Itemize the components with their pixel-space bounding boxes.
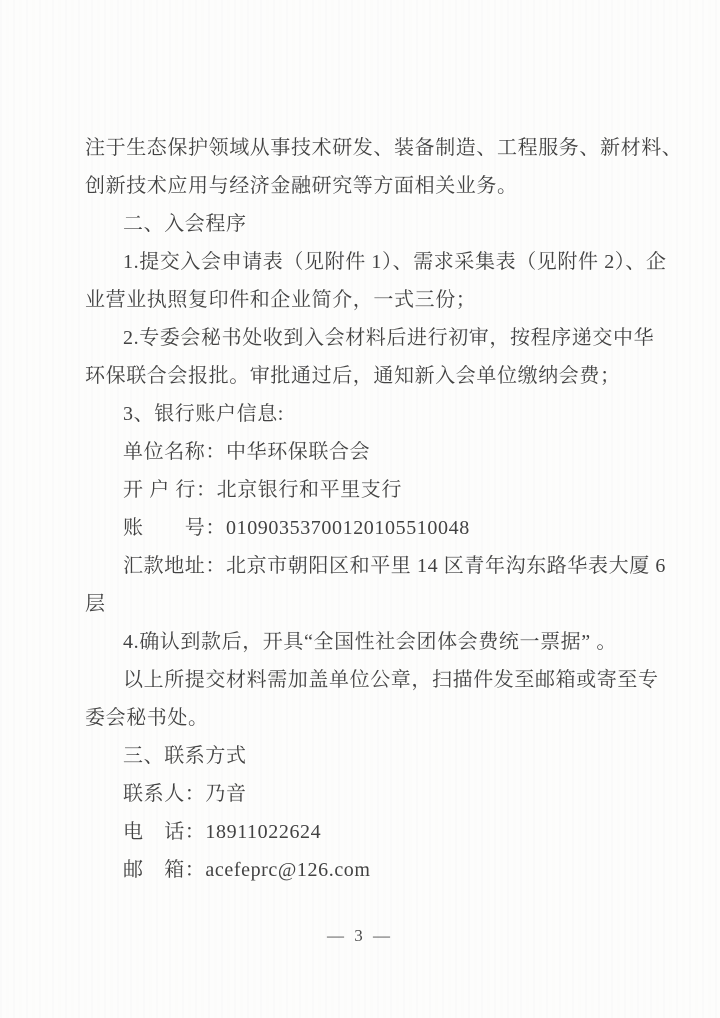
text-line-business-scope-end: 创新技术应用与经济金融研究等方面相关业务。 — [85, 175, 518, 197]
heading-bank-account-info: 3、银行账户信息: — [123, 403, 284, 425]
text-line-account-number: 账 号：01090353700120105510048 — [123, 517, 470, 539]
text-line-email: 邮 箱：acefeprc@126.com — [123, 859, 371, 881]
text-line-step4-receipt: 4.确认到款后，开具“全国性社会团体会费统一票据” 。 — [123, 631, 617, 653]
text-line-step1-wrap: 业营业执照复印件和企业简介，一式三份； — [85, 289, 477, 311]
text-line-seal-requirement: 以上所提交材料需加盖单位公章，扫描件发至邮箱或寄至专 — [123, 669, 659, 691]
text-line-address-wrap: 层 — [85, 593, 106, 615]
text-line-step2: 2.专委会秘书处收到入会材料后进行初审，按程序递交中华 — [123, 327, 655, 349]
heading-membership-procedure: 二、入会程序 — [123, 213, 247, 235]
text-line-step1: 1.提交入会申请表（见附件 1）、需求采集表（见附件 2）、企 — [123, 251, 667, 273]
text-line-contact-person: 联系人：乃音 — [123, 783, 247, 805]
text-line-bank-branch: 开 户 行：北京银行和平里支行 — [123, 479, 402, 501]
text-line-seal-requirement-wrap: 委会秘书处。 — [85, 707, 209, 729]
text-line-business-scope-wrap: 注于生态保护领域从事技术研发、装备制造、工程服务、新材料、 — [85, 137, 683, 159]
text-line-remittance-address: 汇款地址：北京市朝阳区和平里 14 区青年沟东路华表大厦 6 — [123, 555, 666, 577]
page-number: — 3 — — [327, 926, 393, 945]
document-body — [85, 129, 683, 889]
text-line-step2-wrap: 环保联合会报批。审批通过后，通知新入会单位缴纳会费； — [85, 365, 621, 387]
heading-contact-info: 三、联系方式 — [123, 745, 247, 767]
text-line-account-name: 单位名称：中华环保联合会 — [123, 441, 371, 463]
text-line-phone: 电 话：18911022624 — [123, 821, 322, 843]
